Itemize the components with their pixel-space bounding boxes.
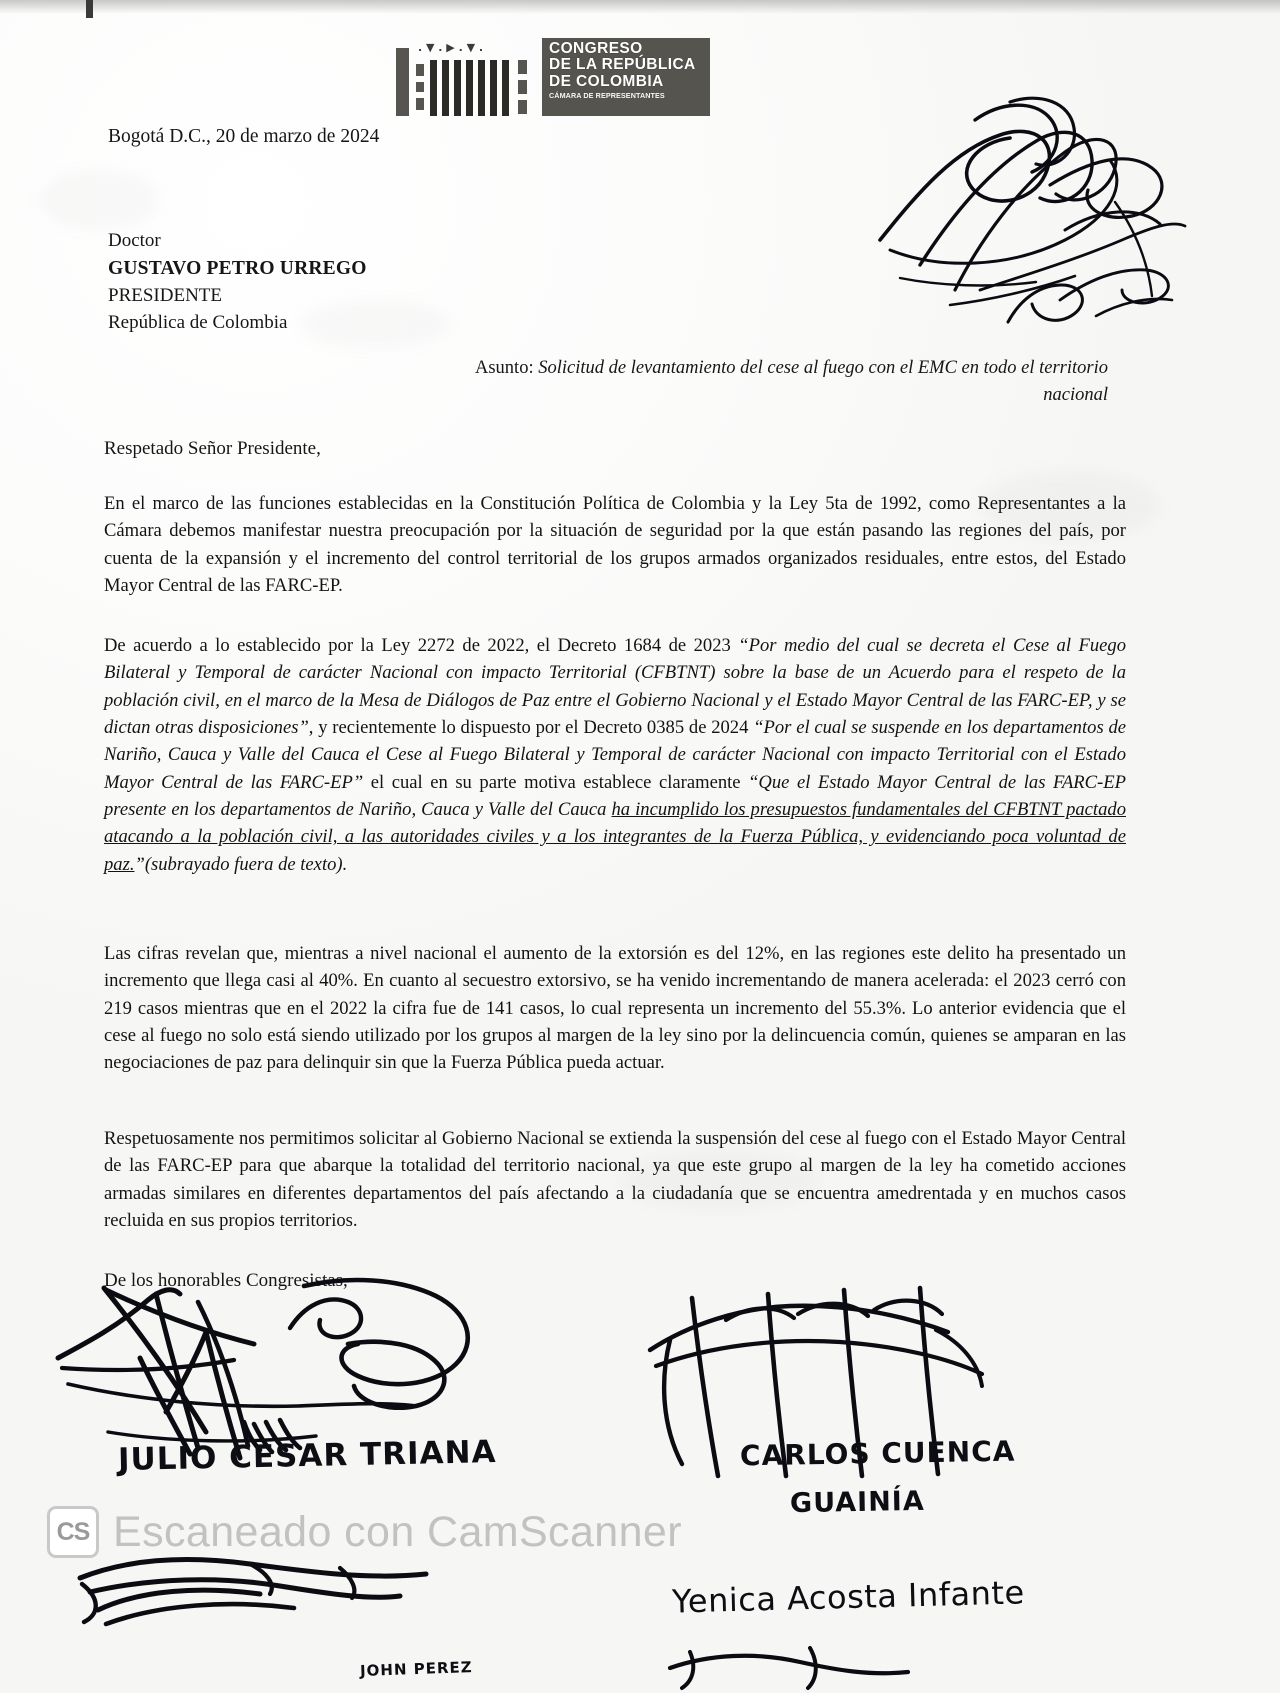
camscanner-watermark-text: Escaneado con CamScanner [113, 1507, 682, 1556]
addressee-entity: República de Colombia [108, 311, 288, 333]
subject-label: Asunto: [475, 358, 534, 378]
p2-mid-1: , y recientemente lo dispuesto por el Decreto 0385 de 2024 [308, 716, 754, 738]
addressee-name: GUSTAVO PETRO URREGO [108, 257, 367, 279]
letterhead-line-republica: DE LA REPÚBLICA [549, 56, 696, 74]
right-signature-name-2: Yenica Acosta Infante [671, 1573, 1026, 1621]
p2-quote-decree-1684: “Por medio del cual se decreta el Cese al Fuego Bilateral y Temporal de carácter Nacional con impacto Territorial (CFBTNT) sobre la base de un Acuerdo para el respeto de la población civil, en el marco de la Mesa de Diálogos de Paz entre el Gobierno Nacional y el Estado Mayor Central de las FARC-EP, y se dictan otras disposiciones” [104, 635, 1126, 738]
paragraph-1: En el marco de las funciones establecidas en la Constitución Política de Colombia y la Ley 5ta de 1992, como Representantes a la Cámara debemos manifestar nuestra preocupación por la situación de seguridad por la que están pasando las regiones del país, por cuenta de la expansión y el incremento del control territorial de los grupos armados organizados residuales, entre estos, del Estado Mayor Central de las FARC-EP. [104, 493, 1126, 596]
letterhead-line-colombia: DE COLOMBIA [549, 72, 664, 90]
p2-quote-decree-0385: “Por el cual se suspende en los departamentos de Nariño, Cauca y Valle del Cauca el Cese al Fuego Bilateral y Temporal de carácter Nacional con impacto Territorial con el Estado Mayor Central de las FARC-EP” [104, 716, 1126, 793]
p2-quote-motiva-part1: “Que el Estado Mayor Central de las FARC-EP presente en los departamentos de Nariño, Cauca y Valle del Cauca [104, 771, 1126, 820]
camscanner-badge-icon: CS [47, 1506, 99, 1558]
paragraph-3-statistics: Las cifras revelan que, mientras a nivel nacional el aumento de la extorsión es del 12%, en las regiones este delito ha presentado un incremento que llega casi al 40%. En cuanto al secuestro extorsivo, se ha venido incrementando de manera acelerada: el 2023 cerró con 219 casos mientras que en el 2022 la cifra fue de 141 casos, lo cual representa un incremento del 55.3%. Lo anterior evidencia que el cese al fuego no solo está siendo utilizado por los grupos al margen de la ley sino por la delincuencia común, quienes se amparan en las negociaciones de paz para delinquir sin que la Fuerza Pública pueda actuar. [104, 943, 1126, 1074]
scan-top-shadow [0, 0, 1280, 14]
right-signature-name: CARLOS CUENCA [739, 1434, 1016, 1473]
paragraph-2 [104, 632, 1126, 878]
left-signature-name: JULIO CESAR TRIANA [117, 1434, 497, 1478]
congress-letterhead-logo [392, 38, 712, 116]
addressee-title: Doctor [108, 230, 161, 251]
left-lower-name: JOHN PEREZ [359, 1658, 473, 1680]
closing-line: De los honorables Congresistas, [104, 1270, 348, 1291]
salutation: Respetado Señor Presidente, [104, 438, 321, 459]
subject-value: Solicitud de levantamiento del cese al fuego con el EMC en todo el territorio nacional [538, 358, 1108, 405]
p2-mid-2: el cual en su parte motiva establece claramente [363, 771, 749, 793]
date-line: Bogotá D.C., 20 de marzo de 2024 [108, 126, 380, 147]
p2-quote-motiva-underlined: ha incumplido los presupuestos fundamentales del CFBTNT pactado atacando a la población civil, a las autoridades civiles y a los integrantes de la Fuerza Pública, y evidenciando poca voluntad de paz. [104, 798, 1126, 875]
emblem-accent-marks: . ▼ . ▶ . ▼ . [418, 41, 484, 54]
camscanner-watermark [47, 1506, 682, 1558]
letterhead-text-block [542, 38, 710, 116]
letterhead-barcode-emblem [392, 38, 542, 116]
letterhead-line-camara: CÁMARA DE REPRESENTANTES [549, 91, 665, 101]
letterhead-line-congreso: CONGRESO [549, 40, 643, 57]
p2-lead: De acuerdo a lo establecido por la Ley 2272 de 2022, el Decreto 1684 de 2023 [104, 635, 739, 656]
p2-tail: ”(subrayado fuera de texto). [134, 853, 348, 875]
addressee-block [108, 228, 367, 337]
scan-corner-mark [86, 0, 93, 18]
paragraph-4-request: Respetuosamente nos permitimos solicitar al Gobierno Nacional se extienda la suspensión del cese al fuego con el Estado Mayor Central de las FARC-EP para que abarque la totalidad del territorio nacional, ya que este grupo al margen de la ley ha cometido acciones armadas similares en diferentes departamentos del país afectando a la ciudadanía que se encuentra amedrentada y en muchos casos recluida en sus propios territorios. [104, 1128, 1126, 1231]
addressee-role: PRESIDENTE [108, 284, 222, 306]
right-signature-region: GUAINÍA [789, 1485, 926, 1520]
paper-smudge [40, 170, 160, 230]
subject-line [440, 355, 1108, 409]
